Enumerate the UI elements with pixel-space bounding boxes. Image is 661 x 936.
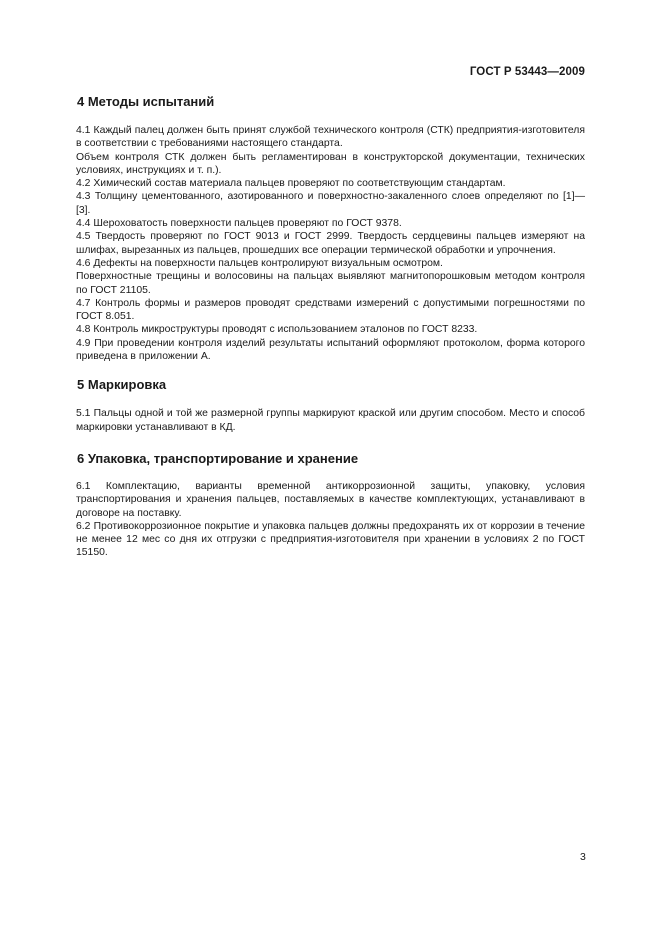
- page-number: 3: [580, 851, 586, 863]
- paragraph-text: Поверхностные трещины и волосовины на пальцах выявляют магнитопорошковым методом контроля по ГОСТ 21105.: [76, 271, 585, 296]
- document-header: ГОСТ Р 53443—2009: [469, 66, 585, 78]
- section-heading: 4 Методы испытаний: [77, 94, 215, 109]
- section-test-methods: [76, 94, 585, 363]
- paragraph-text: Объем контроля СТК должен быть регламентирован в конструкторской документации, технических условиях, инструкциях и т. п.).: [76, 151, 585, 176]
- paragraph-text: 4.9 При проведении контроля изделий результаты испытаний оформляют протоколом, форма которого приведена в приложении А.: [76, 337, 585, 363]
- paragraph-text: 4.3 Толщину цементованного, азотированного и поверхностно-закаленного слоев определяют по [1]—[3].: [76, 191, 585, 216]
- paragraph-text: 4.6 Дефекты на поверхности пальцев контролируют визуальным осмотром.: [76, 257, 443, 269]
- section-text: [76, 124, 585, 363]
- section-text: [76, 407, 585, 434]
- paragraph: [76, 480, 585, 520]
- paragraph: [76, 257, 585, 270]
- paragraph-text: 4.1 Каждый палец должен быть принят службой технического контроля (СТК) предприятия-изготовителя в соответствии с требованиями настоящего стандарта.: [76, 125, 585, 150]
- section-marking: [76, 377, 585, 434]
- paragraph: [76, 337, 585, 364]
- paragraph: [76, 217, 585, 230]
- paragraph-text: 4.4 Шероховатость поверхности пальцев проверяют по ГОСТ 9378.: [76, 218, 402, 230]
- paragraph: [76, 520, 585, 560]
- paragraph: [76, 230, 585, 257]
- paragraph-text: 4.2 Химический состав материала пальцев проверяют по соответствующим стандартам.: [76, 178, 506, 190]
- section-heading: 6 Упаковка, транспортирование и хранение: [77, 450, 359, 466]
- paragraph-text: 4.5 Твердость проверяют по ГОСТ 9013 и ГОСТ 2999. Твердость сердцевины пальцев измеряют на шлифах, вырезанных из пальцев, прошедших все операции термической обработки и упрочнения.: [76, 231, 585, 256]
- paragraph-text: 6.2 Противокоррозионное покрытие и упаковка пальцев должны предохранять их от коррозии в течение не менее 12 мес со дня их отгрузки с предприятия-изготовителя при хранении в условиях 2 по ГОСТ 15150.: [76, 520, 585, 559]
- section-heading: 5 Маркировка: [77, 377, 167, 393]
- paragraph-text: 5.1 Пальцы одной и той же размерной группы маркируют краской или другим способом. Место и способ маркировки устанавливают в КД.: [76, 408, 585, 433]
- section-packaging: [76, 451, 585, 560]
- paragraph: [76, 190, 585, 217]
- paragraph: [76, 270, 585, 297]
- paragraph: [76, 177, 585, 190]
- paragraph-text: 6.1 Комплектацию, варианты временной антикоррозионной защиты, упаковку, условия транспортирования и хранения пальцев, поставляемых в качестве комплектующих, устанавливают в договоре на поставку.: [76, 480, 585, 519]
- paragraph: [76, 297, 585, 324]
- section-text: [76, 480, 585, 560]
- paragraph: [76, 124, 585, 151]
- document-body: [76, 94, 585, 560]
- paragraph-text: 4.8 Контроль микроструктуры проводят с использованием эталонов по ГОСТ 8233.: [76, 324, 478, 336]
- paragraph: [76, 151, 585, 178]
- paragraph: [76, 323, 585, 336]
- paragraph: [76, 407, 585, 434]
- paragraph-text: 4.7 Контроль формы и размеров проводят средствами измерений с допустимыми погрешностями по ГОСТ 8.051.: [76, 297, 585, 323]
